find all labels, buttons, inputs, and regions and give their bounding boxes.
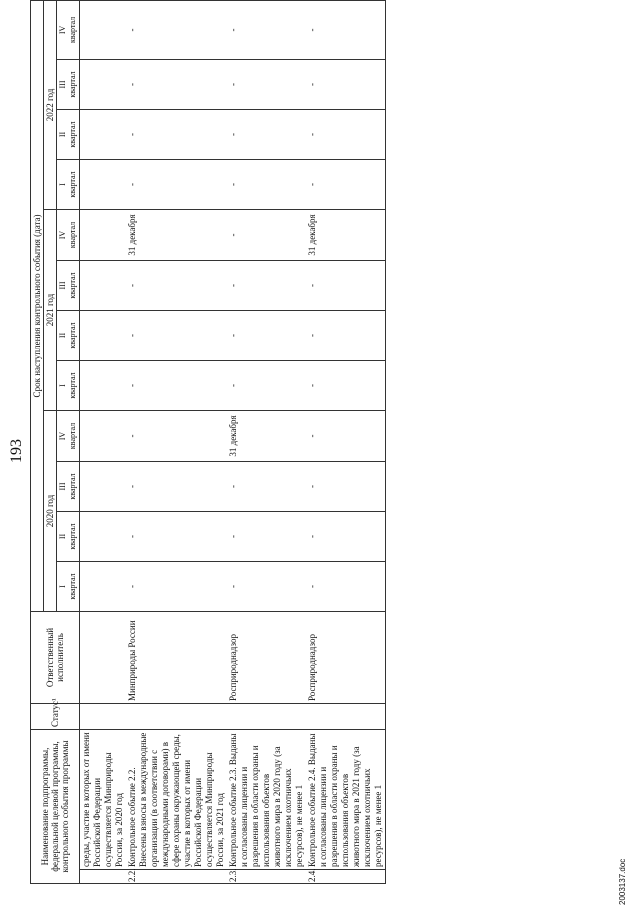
event-status <box>306 704 386 730</box>
quarter-cell <box>306 462 386 512</box>
quarter-numeral: II <box>58 533 67 540</box>
quarter-word: квартал <box>68 422 77 450</box>
control-events-table <box>30 0 386 884</box>
quarter-cell <box>126 411 227 462</box>
quarter-cell <box>126 562 227 612</box>
quarter-cell <box>227 210 306 261</box>
quarter-cell <box>227 160 306 210</box>
header-deadline: Срок наступления контрольного события (дата) <box>31 0 44 611</box>
empty-mark: - <box>228 183 238 186</box>
quarter-cell <box>227 411 306 462</box>
quarter-cell <box>227 361 306 411</box>
quarter-numeral: II <box>58 131 67 138</box>
document-code: 2003137.doc <box>618 858 627 905</box>
quarter-cell <box>80 110 127 160</box>
quarter-cell <box>227 512 306 562</box>
quarter-cell <box>80 210 127 261</box>
empty-mark: - <box>307 284 317 287</box>
header-executor: Ответственный исполнитель <box>31 612 80 704</box>
empty-mark: - <box>228 485 238 488</box>
quarter-cell <box>126 512 227 562</box>
quarter-cell <box>80 60 127 110</box>
quarter-word: квартал <box>68 322 77 349</box>
table-body <box>80 0 386 883</box>
empty-mark: - <box>127 133 137 136</box>
empty-mark: - <box>307 535 317 538</box>
event-name: Контрольное событие 2.2. Внесены взносы в международные организации (в соответствии с международными договорами) в сфере охраны окружающей среды, участие в которых от имени Российской Федерации осуществляется Минприроды России, за 2021 год <box>126 730 227 870</box>
empty-mark: - <box>307 28 317 32</box>
quarter-cell <box>80 462 127 512</box>
row-number <box>80 870 127 884</box>
empty-mark: - <box>307 384 317 387</box>
empty-mark: - <box>127 535 137 538</box>
empty-mark: - <box>228 384 238 387</box>
empty-mark: - <box>127 434 137 438</box>
event-status <box>126 704 227 730</box>
header-status: Статус¹ <box>31 704 80 730</box>
quarter-cell <box>80 562 127 612</box>
quarter-header <box>57 411 80 462</box>
quarter-cell <box>227 110 306 160</box>
quarter-cell <box>306 110 386 160</box>
empty-mark: - <box>127 334 137 337</box>
empty-mark: - <box>307 485 317 488</box>
responsible-executor: Росприроднадзор <box>306 612 386 704</box>
empty-mark: - <box>307 434 317 438</box>
quarter-cell <box>306 311 386 361</box>
empty-mark: - <box>228 535 238 538</box>
empty-mark: - <box>307 585 317 588</box>
quarter-cell <box>227 311 306 361</box>
quarter-cell <box>227 462 306 512</box>
header-year: 2022 год <box>44 0 57 209</box>
quarter-cell <box>126 110 227 160</box>
quarter-cell <box>80 261 127 311</box>
quarter-cell <box>306 562 386 612</box>
empty-mark: - <box>228 233 238 237</box>
quarter-cell <box>80 512 127 562</box>
quarter-header <box>57 311 80 361</box>
quarter-cell <box>306 160 386 210</box>
quarter-header <box>57 60 80 110</box>
quarter-numeral: III <box>58 482 67 491</box>
event-status <box>227 704 306 730</box>
quarter-header <box>57 110 80 160</box>
table-row <box>80 0 127 883</box>
page-number: 193 <box>8 439 25 463</box>
quarter-cell <box>80 0 127 59</box>
event-name: среды, участие в которых от имени Российской Федерации осуществляется Минприроды России, за 2020 год <box>80 730 127 870</box>
quarter-cell <box>306 210 386 261</box>
quarter-cell <box>306 411 386 462</box>
quarter-word: квартал <box>68 573 77 600</box>
quarter-cell <box>80 311 127 361</box>
quarter-cell <box>227 261 306 311</box>
quarter-word: квартал <box>68 523 77 550</box>
quarter-cell <box>227 60 306 110</box>
quarter-header <box>57 361 80 411</box>
empty-mark: - <box>228 28 238 32</box>
empty-mark: - <box>228 334 238 337</box>
quarter-cell <box>227 562 306 612</box>
quarter-cell <box>126 361 227 411</box>
quarter-cell <box>126 261 227 311</box>
quarter-header <box>57 0 80 59</box>
quarter-word: квартал <box>68 473 77 500</box>
quarter-header <box>57 261 80 311</box>
quarter-word: квартал <box>68 221 77 249</box>
quarter-cell <box>126 0 227 59</box>
empty-mark: - <box>307 133 317 136</box>
quarter-numeral: IV <box>58 25 67 35</box>
empty-mark: - <box>307 183 317 186</box>
header-name: Наименование подпрограммы, федеральной целевой программы, контрольного события программы <box>31 730 80 884</box>
quarter-numeral: I <box>58 585 67 588</box>
table-row <box>126 0 227 883</box>
empty-mark: - <box>228 585 238 588</box>
quarter-cell <box>80 361 127 411</box>
quarter-cell <box>306 361 386 411</box>
empty-mark: - <box>127 284 137 287</box>
quarter-word: квартал <box>68 121 77 148</box>
quarter-numeral: III <box>58 281 67 290</box>
empty-mark: - <box>127 183 137 186</box>
quarter-numeral: II <box>58 332 67 339</box>
empty-mark: - <box>228 284 238 287</box>
quarter-header <box>57 562 80 612</box>
event-status <box>80 704 127 730</box>
quarter-cell <box>80 160 127 210</box>
quarter-cell <box>306 60 386 110</box>
header-year: 2020 год <box>44 411 57 612</box>
quarter-word: квартал <box>68 272 77 299</box>
row-number: 2.2. <box>126 870 227 884</box>
quarter-word: квартал <box>68 71 77 98</box>
quarter-cell <box>227 0 306 59</box>
quarter-cell <box>306 261 386 311</box>
header-year: 2021 год <box>44 210 57 411</box>
empty-mark: - <box>127 83 137 86</box>
table-row <box>227 0 306 883</box>
empty-mark: - <box>127 485 137 488</box>
empty-mark: - <box>228 133 238 136</box>
quarter-cell <box>306 512 386 562</box>
empty-mark: - <box>127 585 137 588</box>
empty-mark: - <box>307 83 317 86</box>
quarter-word: квартал <box>68 16 77 44</box>
row-number: 2.4. <box>306 870 386 884</box>
quarter-word: квартал <box>68 372 77 399</box>
quarter-numeral: IV <box>58 230 67 240</box>
quarter-numeral: I <box>58 183 67 186</box>
deadline-date: 31 декабря <box>307 214 317 256</box>
empty-mark: - <box>127 28 137 32</box>
table-row <box>306 0 386 883</box>
quarter-word: квартал <box>68 171 77 198</box>
quarter-header <box>57 210 80 261</box>
responsible-executor: Минприроды России <box>126 612 227 704</box>
event-name: Контрольное событие 2.3. Выданы и согласованы лицензии и разрешения в области охраны и использования объектов животного мира в 2020 году (за исключением охотничьих ресурсов), не менее 1 <box>227 730 306 870</box>
deadline-date: 31 декабря <box>127 214 137 256</box>
quarter-header <box>57 160 80 210</box>
responsible-executor: Росприроднадзор <box>227 612 306 704</box>
quarter-numeral: III <box>58 80 67 89</box>
responsible-executor <box>80 612 127 704</box>
quarter-cell <box>80 411 127 462</box>
empty-mark: - <box>228 83 238 86</box>
quarter-numeral: I <box>58 384 67 387</box>
event-name: Контрольное событие 2.4. Выданы и согласованы лицензии и разрешения в области охраны и использования объектов животного мира в 2021 году (за исключением охотничьих ресурсов), не менее 1 <box>306 730 386 870</box>
empty-mark: - <box>127 384 137 387</box>
empty-mark: - <box>307 334 317 337</box>
row-number: 2.3. <box>227 870 306 884</box>
quarter-cell <box>126 311 227 361</box>
quarter-header <box>57 462 80 512</box>
quarter-cell <box>126 210 227 261</box>
quarter-cell <box>306 0 386 59</box>
quarter-cell <box>126 462 227 512</box>
deadline-date: 31 декабря <box>228 415 238 457</box>
quarter-cell <box>126 160 227 210</box>
quarter-numeral: IV <box>58 431 67 441</box>
quarter-cell <box>126 60 227 110</box>
quarter-header <box>57 512 80 562</box>
